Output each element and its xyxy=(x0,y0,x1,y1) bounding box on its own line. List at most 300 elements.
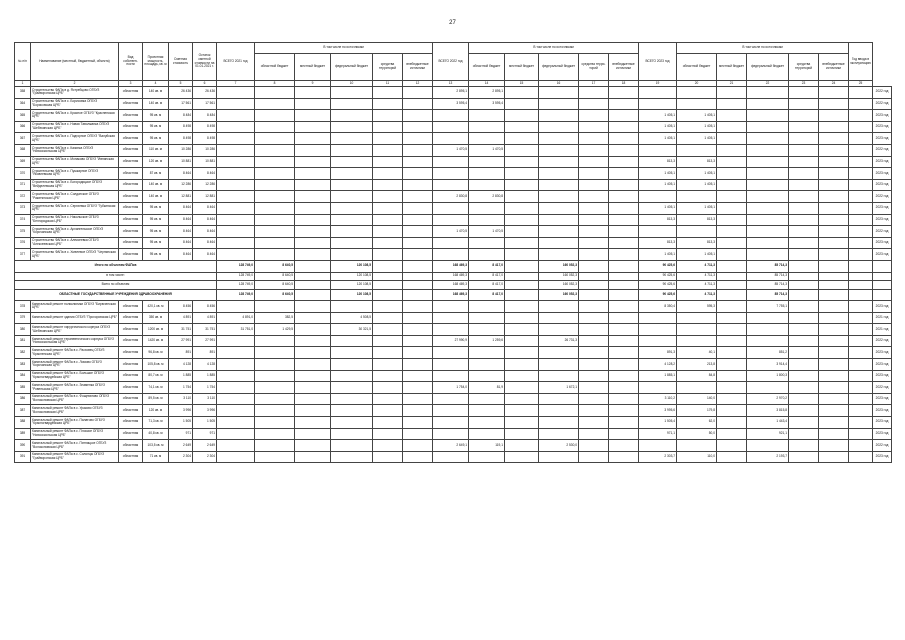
amount-cell xyxy=(539,156,579,168)
amount-cell xyxy=(849,428,873,440)
amount-cell xyxy=(819,359,849,371)
amount-cell xyxy=(295,179,331,191)
amount-cell xyxy=(295,393,331,405)
amount-cell xyxy=(747,156,789,168)
estimated-cost: 8 464 xyxy=(169,226,193,238)
column-number: 9 xyxy=(295,81,331,87)
amount-cell xyxy=(295,260,331,272)
amount-cell: 1 405,1 xyxy=(639,202,677,214)
amount-cell: 8 640,5 xyxy=(255,289,295,301)
amount-cell xyxy=(609,202,639,214)
amount-cell xyxy=(505,260,539,272)
amount-cell xyxy=(849,281,873,290)
amount-cell xyxy=(373,324,403,336)
amount-cell xyxy=(539,417,579,429)
amount-cell xyxy=(609,347,639,359)
amount-cell xyxy=(819,202,849,214)
amount-cell xyxy=(217,214,255,226)
amount-cell xyxy=(609,144,639,156)
row-number: 365 xyxy=(15,110,31,122)
amount-cell xyxy=(579,191,609,203)
commissioning-year: 2023 год xyxy=(873,359,892,371)
amount-cell: 4 711,3 xyxy=(677,289,717,301)
amount-cell xyxy=(469,451,505,463)
commissioning-year: 2022 год xyxy=(873,191,892,203)
column-number: 4 xyxy=(143,81,169,87)
amount-cell xyxy=(677,440,717,452)
amount-cell xyxy=(579,226,609,238)
amount-cell xyxy=(469,110,505,122)
header-src-2022-federal: федеральный бюджет xyxy=(539,54,579,81)
amount-cell xyxy=(403,405,433,417)
amount-cell: 1 405,1 xyxy=(639,179,677,191)
amount-cell xyxy=(819,272,849,281)
amount-cell: 2 970,2 xyxy=(747,393,789,405)
amount-cell xyxy=(819,281,849,290)
amount-cell xyxy=(609,428,639,440)
amount-cell xyxy=(373,359,403,371)
amount-cell: 1 405,1 xyxy=(677,202,717,214)
amount-cell xyxy=(295,289,331,301)
capacity: 95 кв. м xyxy=(143,214,169,226)
object-name: Строительство ФАПа в с. Пушкарное ОГБУЗ "Яковлевская ЦРБ" xyxy=(31,168,119,180)
amount-cell xyxy=(505,370,539,382)
capacity: 71 кв. м xyxy=(143,451,169,463)
amount-cell xyxy=(217,133,255,145)
column-number: 2 xyxy=(31,81,119,87)
header-src-2023-federal: федеральный бюджет xyxy=(747,54,789,81)
amount-cell xyxy=(373,237,403,249)
commissioning-year: 2023 год xyxy=(873,428,892,440)
amount-cell xyxy=(609,179,639,191)
amount-cell xyxy=(539,110,579,122)
amount-cell: 27 990,9 xyxy=(433,335,469,347)
capacity: 95 кв. м xyxy=(143,110,169,122)
amount-cell xyxy=(747,133,789,145)
amount-cell xyxy=(717,335,747,347)
amount-cell: 7 755,1 xyxy=(747,301,789,313)
amount-cell xyxy=(849,451,873,463)
table-header xyxy=(15,43,892,87)
amount-cell xyxy=(609,272,639,281)
amount-cell xyxy=(579,335,609,347)
amount-cell xyxy=(579,440,609,452)
table-row xyxy=(15,214,892,226)
ownership-kind: областная xyxy=(119,214,143,226)
object-name: Капитальный ремонт ФАПа в с. Знаменка ОГБУЗ "Ровеньская ЦРБ" xyxy=(31,382,119,394)
row-number: 373 xyxy=(15,202,31,214)
amount-cell xyxy=(217,202,255,214)
object-name: Строительство ФАПа в с. Борисовка ОГБУЗ "Борисовская ЦРБ" xyxy=(31,98,119,110)
header-src-2022-territory: средства терри-торий xyxy=(579,54,609,81)
header-capacity: Проектная мощность, площадь, кв. м xyxy=(143,43,169,81)
amount-cell xyxy=(217,359,255,371)
amount-cell xyxy=(717,440,747,452)
amount-cell xyxy=(433,370,469,382)
amount-cell xyxy=(717,226,747,238)
row-number: 358 xyxy=(15,87,31,99)
amount-cell xyxy=(403,359,433,371)
amount-cell xyxy=(331,451,373,463)
amount-cell xyxy=(609,324,639,336)
amount-cell xyxy=(819,370,849,382)
object-name: Капитальный ремонт хирургического корпуса ОГБУЗ "Шебекинская ЦРБ" xyxy=(31,324,119,336)
ownership-kind: областная xyxy=(119,347,143,359)
capacity: 120 кв. м xyxy=(143,405,169,417)
row-number: 375 xyxy=(15,226,31,238)
capacity: 1420 кв. м xyxy=(143,335,169,347)
amount-cell xyxy=(373,405,403,417)
amount-cell xyxy=(295,359,331,371)
amount-cell xyxy=(579,301,609,313)
amount-cell xyxy=(469,156,505,168)
amount-cell xyxy=(331,202,373,214)
amount-cell xyxy=(747,110,789,122)
amount-cell: 813,3 xyxy=(677,214,717,226)
remaining-cost: 8 464 xyxy=(193,168,217,180)
estimated-cost: 2 649 xyxy=(169,440,193,452)
amount-cell xyxy=(295,335,331,347)
amount-cell xyxy=(789,370,819,382)
row-number: 383 xyxy=(15,359,31,371)
amount-cell: 90 425,6 xyxy=(639,272,677,281)
amount-cell xyxy=(789,133,819,145)
remaining-cost: 27 991 xyxy=(193,335,217,347)
amount-cell xyxy=(469,168,505,180)
amount-cell xyxy=(255,121,295,133)
amount-cell xyxy=(331,382,373,394)
header-total-2023: ВСЕГО 2023 год xyxy=(639,43,677,81)
amount-cell xyxy=(579,382,609,394)
amount-cell xyxy=(579,144,609,156)
table-row xyxy=(15,179,892,191)
amount-cell xyxy=(295,417,331,429)
amount-cell: 8 640,5 xyxy=(255,272,295,281)
amount-cell xyxy=(849,272,873,281)
amount-cell xyxy=(789,312,819,324)
table-row xyxy=(15,226,892,238)
amount-cell xyxy=(717,237,747,249)
column-number: 25 xyxy=(849,81,873,87)
amount-cell xyxy=(609,110,639,122)
amount-cell: 168 469,3 xyxy=(433,272,469,281)
amount-cell xyxy=(373,202,403,214)
remaining-cost: 10 286 xyxy=(193,144,217,156)
row-number: 380 xyxy=(15,324,31,336)
amount-cell xyxy=(255,405,295,417)
commissioning-year: 2022 год xyxy=(873,98,892,110)
amount-cell xyxy=(609,191,639,203)
amount-cell xyxy=(295,347,331,359)
amount-cell xyxy=(789,214,819,226)
amount-cell: 1 443,4 xyxy=(747,417,789,429)
amount-cell xyxy=(331,335,373,347)
estimated-cost: 1 754 xyxy=(169,382,193,394)
amount-cell xyxy=(295,312,331,324)
amount-cell xyxy=(433,312,469,324)
estimated-cost: 17 561 xyxy=(169,98,193,110)
amount-cell xyxy=(505,382,539,394)
amount-cell xyxy=(505,121,539,133)
amount-cell xyxy=(217,168,255,180)
amount-cell: 4 711,3 xyxy=(677,281,717,290)
header-year-intro: Год ввода в эксплуатацию xyxy=(849,43,873,81)
amount-cell xyxy=(819,168,849,180)
amount-cell xyxy=(819,156,849,168)
amount-cell xyxy=(295,382,331,394)
object-name: Строительство ФАПа в с. Сергиевка ОГБУЗ "Губкинская ЦРБ" xyxy=(31,202,119,214)
amount-cell xyxy=(217,144,255,156)
amount-cell xyxy=(539,202,579,214)
amount-cell xyxy=(469,359,505,371)
capacity: 140 кв. м xyxy=(143,191,169,203)
amount-cell xyxy=(433,428,469,440)
column-number: 16 xyxy=(539,81,579,87)
amount-cell xyxy=(579,156,609,168)
amount-cell xyxy=(505,98,539,110)
amount-cell xyxy=(849,324,873,336)
table-row xyxy=(15,335,892,347)
amount-cell xyxy=(717,249,747,261)
amount-cell xyxy=(295,451,331,463)
amount-cell: 8 417,0 xyxy=(469,260,505,272)
amount-cell: 1 672,1 xyxy=(539,382,579,394)
table-row xyxy=(15,168,892,180)
amount-cell xyxy=(819,393,849,405)
amount-cell xyxy=(295,440,331,452)
capacity: 71,3 кв. м xyxy=(143,417,169,429)
amount-cell xyxy=(849,301,873,313)
object-name: Строительство ФАПа в с. Архангельское ОГБУЗ "Корочанская ЦРБ" xyxy=(31,226,119,238)
amount-cell xyxy=(609,133,639,145)
header-no: № п/п xyxy=(15,43,31,81)
amount-cell xyxy=(295,144,331,156)
ownership-kind: областная xyxy=(119,202,143,214)
amount-cell xyxy=(717,324,747,336)
column-number: 18 xyxy=(609,81,639,87)
investment-table xyxy=(14,42,892,463)
amount-cell: 2 895,1 xyxy=(433,87,469,99)
amount-cell xyxy=(331,133,373,145)
amount-cell xyxy=(539,168,579,180)
amount-cell xyxy=(579,417,609,429)
commissioning-year xyxy=(873,272,892,281)
amount-cell: 168 469,3 xyxy=(433,289,469,301)
amount-cell xyxy=(789,289,819,301)
object-name: Капитальный ремонт ФАПа в с. Палатово ОГБУЗ "Красногвардейская ЦРБ" xyxy=(31,417,119,429)
amount-cell xyxy=(849,289,873,301)
amount-cell xyxy=(609,312,639,324)
amount-cell xyxy=(403,144,433,156)
amount-cell xyxy=(373,260,403,272)
commissioning-year: 2022 год xyxy=(873,335,892,347)
amount-cell xyxy=(255,179,295,191)
amount-cell: 120 108,5 xyxy=(331,260,373,272)
amount-cell xyxy=(255,393,295,405)
amount-cell xyxy=(217,440,255,452)
amount-cell xyxy=(433,156,469,168)
remaining-cost: 26 436 xyxy=(193,87,217,99)
row-number: 382 xyxy=(15,347,31,359)
commissioning-year: 2023 год xyxy=(873,451,892,463)
header-src-2021-federal: федеральный бюджет xyxy=(331,54,373,81)
amount-cell: 50,0 xyxy=(677,428,717,440)
amount-cell: 4 711,3 xyxy=(677,272,717,281)
table-row xyxy=(15,191,892,203)
table-row xyxy=(15,121,892,133)
amount-cell xyxy=(469,179,505,191)
group-row xyxy=(15,260,892,272)
amount-cell xyxy=(433,417,469,429)
object-name: Капитальный ремонт поликлиники ОГБУЗ "Бирюченская ЦРБ" xyxy=(31,301,119,313)
amount-cell xyxy=(217,191,255,203)
amount-cell xyxy=(819,110,849,122)
amount-cell xyxy=(819,335,849,347)
amount-cell xyxy=(539,237,579,249)
amount-cell xyxy=(255,98,295,110)
amount-cell xyxy=(505,179,539,191)
amount-cell xyxy=(433,301,469,313)
amount-cell xyxy=(505,289,539,301)
amount-cell xyxy=(403,87,433,99)
row-number: 386 xyxy=(15,393,31,405)
amount-cell xyxy=(505,440,539,452)
amount-cell xyxy=(403,110,433,122)
amount-cell: 3 815,8 xyxy=(747,405,789,417)
amount-cell xyxy=(789,98,819,110)
table-row xyxy=(15,451,892,463)
amount-cell xyxy=(747,324,789,336)
amount-cell xyxy=(255,451,295,463)
header-src-2023-local: местный бюджет xyxy=(717,54,747,81)
amount-cell: 1 505,4 xyxy=(639,417,677,429)
amount-cell xyxy=(789,144,819,156)
amount-cell xyxy=(789,260,819,272)
amount-cell xyxy=(579,110,609,122)
object-name: Капитальный ремонт ФАПа в с. Солонцы ОГБУЗ "Грайворонская ЦРБ" xyxy=(31,451,119,463)
capacity: 95 кв. м xyxy=(143,249,169,261)
amount-cell xyxy=(579,428,609,440)
amount-cell xyxy=(469,324,505,336)
amount-cell xyxy=(331,191,373,203)
amount-cell xyxy=(433,347,469,359)
amount-cell xyxy=(609,226,639,238)
amount-cell xyxy=(849,168,873,180)
amount-cell: 168 469,3 xyxy=(433,281,469,290)
amount-cell: 2 649,1 xyxy=(433,440,469,452)
amount-cell xyxy=(505,168,539,180)
capacity: 420,1 кв. м xyxy=(143,301,169,313)
amount-cell xyxy=(639,191,677,203)
amount-cell: 128 749,0 xyxy=(217,289,255,301)
header-src-2021-local: местный бюджет xyxy=(295,54,331,81)
column-number: 6 xyxy=(193,81,217,87)
table-row xyxy=(15,301,892,313)
amount-cell xyxy=(717,405,747,417)
ownership-kind: областная xyxy=(119,249,143,261)
capacity: 350 кв. м xyxy=(143,312,169,324)
amount-cell xyxy=(849,405,873,417)
amount-cell xyxy=(505,335,539,347)
estimated-cost: 4 128 xyxy=(169,359,193,371)
column-number: 19 xyxy=(639,81,677,87)
amount-cell xyxy=(217,428,255,440)
estimated-cost: 971 xyxy=(169,428,193,440)
object-name: Капитальный ремонт ФАПа в с. Ломово ОГБУЗ "Корочанская ЦРБ" xyxy=(31,359,119,371)
object-name: Строительство ФАПа в с. Солдатское ОГБУЗ "Ракитянская ЦРБ" xyxy=(31,191,119,203)
amount-cell xyxy=(819,249,849,261)
amount-cell xyxy=(539,249,579,261)
amount-cell xyxy=(373,312,403,324)
amount-cell xyxy=(331,393,373,405)
amount-cell xyxy=(469,214,505,226)
amount-cell xyxy=(295,202,331,214)
amount-cell xyxy=(747,214,789,226)
amount-cell: 1 754,0 xyxy=(433,382,469,394)
amount-cell: 4 128,2 xyxy=(639,359,677,371)
amount-cell xyxy=(677,87,717,99)
commissioning-year: 2022 год xyxy=(873,382,892,394)
amount-cell xyxy=(717,202,747,214)
amount-cell xyxy=(849,312,873,324)
amount-cell xyxy=(579,260,609,272)
amount-cell xyxy=(819,451,849,463)
table-row xyxy=(15,393,892,405)
amount-cell xyxy=(295,168,331,180)
amount-cell xyxy=(717,87,747,99)
amount-cell xyxy=(747,312,789,324)
amount-cell xyxy=(747,179,789,191)
amount-cell xyxy=(217,347,255,359)
amount-cell xyxy=(609,87,639,99)
amount-cell xyxy=(433,451,469,463)
amount-cell xyxy=(373,281,403,290)
remaining-cost: 3 996 xyxy=(193,405,217,417)
amount-cell xyxy=(217,335,255,347)
amount-cell xyxy=(505,312,539,324)
amount-cell xyxy=(789,324,819,336)
table-row xyxy=(15,87,892,99)
amount-cell: 1 405,1 xyxy=(677,249,717,261)
amount-cell xyxy=(539,451,579,463)
amount-cell: 1 405,1 xyxy=(639,133,677,145)
amount-cell xyxy=(403,382,433,394)
remaining-cost: 4 128 xyxy=(193,359,217,371)
object-name: Капитальный ремонт ФАПа в с. Ураково ОГБУЗ "Волоконовская ЦРБ" xyxy=(31,405,119,417)
amount-cell xyxy=(403,260,433,272)
amount-cell xyxy=(373,289,403,301)
amount-cell xyxy=(539,87,579,99)
estimated-cost: 8 464 xyxy=(169,168,193,180)
amount-cell xyxy=(717,214,747,226)
amount-cell xyxy=(789,226,819,238)
amount-cell xyxy=(469,347,505,359)
table-row xyxy=(15,382,892,394)
amount-cell xyxy=(747,202,789,214)
object-name: Капитальный ремонт здания ОГБУЗ "Прохоровская ЦРБ" xyxy=(31,312,119,324)
amount-cell xyxy=(373,393,403,405)
amount-cell xyxy=(331,121,373,133)
amount-cell xyxy=(717,382,747,394)
table-row xyxy=(15,359,892,371)
amount-cell xyxy=(217,226,255,238)
amount-cell: 30 321,5 xyxy=(331,324,373,336)
amount-cell: 3 110,2 xyxy=(639,393,677,405)
capacity: 1200 кв. м xyxy=(143,324,169,336)
remaining-cost: 2 649 xyxy=(193,440,217,452)
amount-cell xyxy=(819,382,849,394)
amount-cell xyxy=(747,87,789,99)
